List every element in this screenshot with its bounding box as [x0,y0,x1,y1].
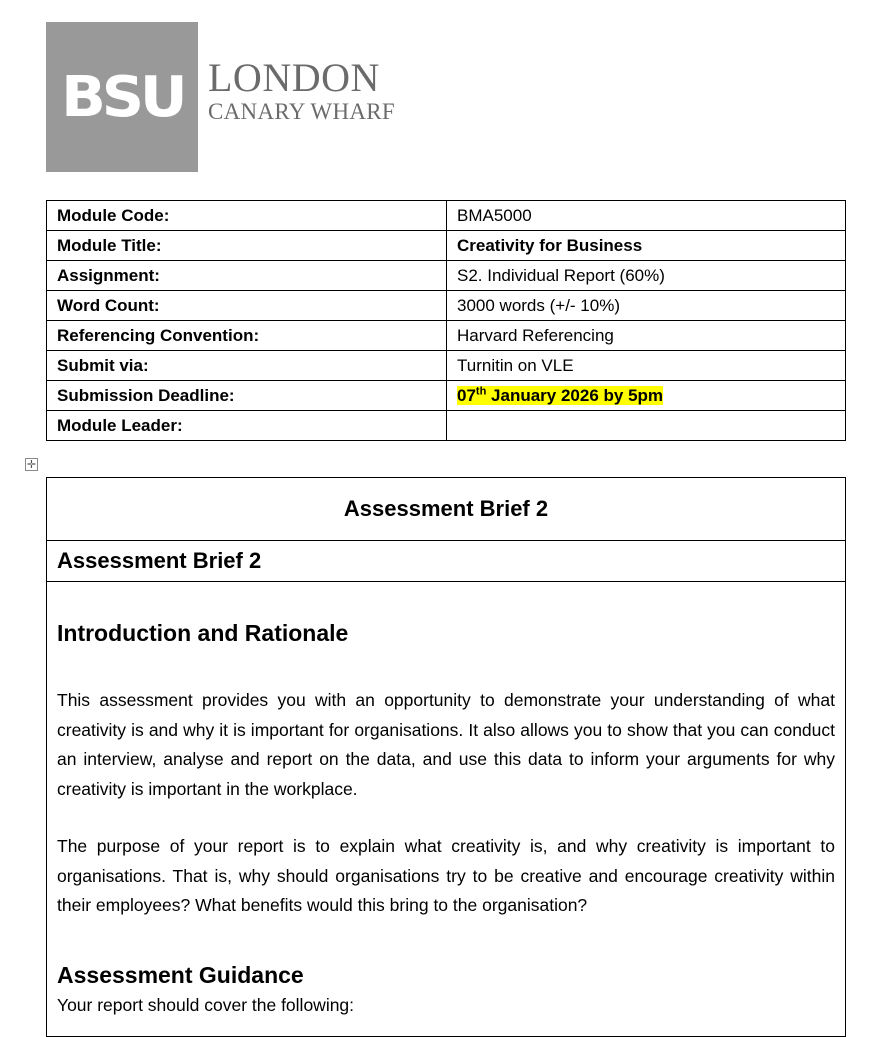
row-label: Referencing Convention: [47,321,447,351]
table-row [47,321,846,351]
row-label: Submission Deadline: [47,381,447,411]
table-row [47,381,846,411]
table-row [47,201,846,231]
guidance-paragraph-1: Your report should cover the following: [57,994,355,1015]
row-value [447,411,846,441]
row-label: Module Title: [47,231,447,261]
row-value: S2. Individual Report (60%) [447,261,846,291]
brief-header: Assessment Brief 2 [47,478,845,541]
brief-subheader: Assessment Brief 2 [47,541,845,582]
row-value [447,381,846,411]
row-value: 3000 words (+/- 10%) [447,291,846,321]
table-row [47,261,846,291]
table-row [47,351,846,381]
row-value: Creativity for Business [447,231,846,261]
table-row [47,231,846,261]
deadline-day: 07 [457,386,476,406]
guidance-heading: Assessment Guidance [57,961,304,988]
row-value: Harvard Referencing [447,321,846,351]
table-row [47,411,846,441]
logo-line-london: LONDON [208,55,380,100]
row-label: Submit via: [47,351,447,381]
assessment-brief-table [46,477,846,1037]
row-value: BMA5000 [447,201,846,231]
table-row [47,291,846,321]
intro-paragraph-2: The purpose of your report is to explain what creativity is, and why creativity is important to organisations. That is, why should organisations try to be creative and encourage creativity within their employees? What benefits would this bring to the organisation? [57,836,835,915]
row-label: Module Leader: [47,411,447,441]
row-value: Turnitin on VLE [447,351,846,381]
row-label: Word Count: [47,291,447,321]
deadline-highlight [457,386,663,405]
table-move-handle-icon[interactable]: ✛ [26,459,37,471]
row-label: Assignment: [47,261,447,291]
deadline-rest: January 2026 by 5pm [486,386,664,406]
module-info-table [46,200,846,441]
logo-mark: BSU [60,64,184,130]
bsu-logo [46,22,198,172]
row-label: Module Code: [47,201,447,231]
deadline-ordinal: th [475,385,487,398]
logo-line-canary-wharf: CANARY WHARF [208,99,395,124]
logo-wordmark [208,55,395,124]
intro-paragraph-1: This assessment provides you with an opportunity to demonstrate your understanding of what creativity is and why it is important for organisations. It also allows you to show that you can conduct an interview, analyse and report on the data, and use this data to inform your arguments for why creativity is important in the workplace. [57,690,835,799]
intro-heading: Introduction and Rationale [57,620,349,646]
brief-content [47,619,845,1020]
